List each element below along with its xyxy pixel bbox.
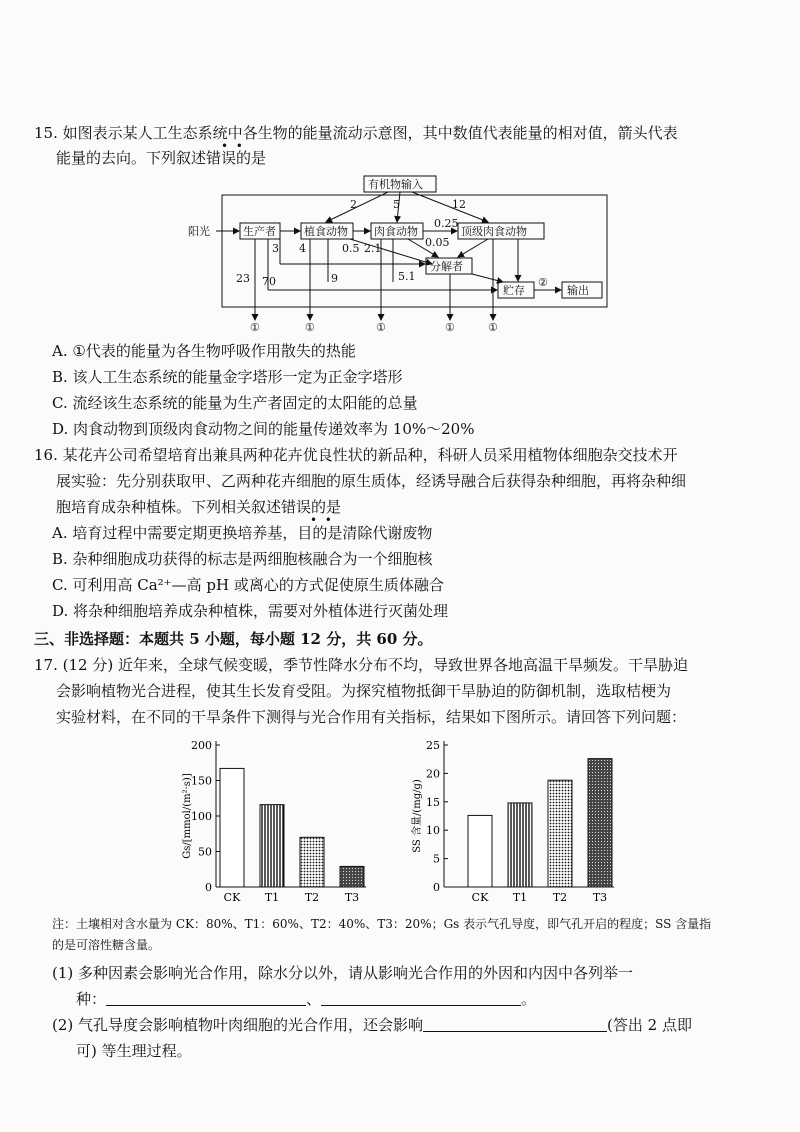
y-axis-label: Gs/[mmol/(m²·s)]: [182, 773, 193, 859]
bar-T1: [260, 805, 284, 887]
q15-option-d: D. 肉食动物到顶级肉食动物之间的能量传递效率为 10%～20%: [52, 420, 475, 438]
q15-option-b: B. 该人工生态系统的能量金字塔形一定为正金字塔形: [52, 368, 403, 386]
circle-2: ②: [538, 276, 548, 289]
answer-blank-3[interactable]: [423, 1017, 607, 1032]
q17-stem-line1: 17. (12 分) 近年来，全球气候变暖，季节性降水分布不均，导致世界各地高温干旱频发。干旱胁迫: [34, 656, 688, 674]
x-tick-label: CK: [471, 891, 489, 904]
x-tick-label: T3: [592, 891, 608, 904]
q15-option-c: C. 流经该生态系统的能量为生产者固定的太阳能的总量: [52, 394, 418, 412]
bar-T2: [548, 780, 572, 887]
x-tick-label: T2: [552, 891, 568, 904]
q16-stem-line2: 展实验：先分别获取甲、乙两种花卉细胞的原生质体，经诱导融合后获得杂种细胞，再将杂种细: [56, 472, 687, 490]
bar-T2: [300, 837, 324, 887]
y-tick-label: 200: [191, 739, 212, 752]
section-heading: 三、非选择题：本题共 5 小题，每小题 12 分，共 60 分。: [34, 630, 433, 648]
emphasis-dots: • •: [310, 513, 332, 527]
sub2-prefix: (2) 气孔导度会影响植物叶肉细胞的光合作用，还会影响: [52, 1016, 424, 1034]
q15-stem-line2: 能量的去向。下列叙述错误的是: [56, 149, 267, 167]
value-0.25: 0.25: [434, 217, 459, 230]
q16-option-b: B. 杂种细胞成功获得的标志是两细胞核融合为一个细胞核: [52, 550, 433, 568]
q15-stem-line1: 15. 如图表示某人工生态系统中各生物的能量流动示意图，其中数值代表能量的相对值，箭头代表: [34, 124, 678, 142]
q17-sub2-line2: 可) 等生理过程。: [76, 1042, 192, 1060]
y-tick-label: 150: [191, 774, 212, 788]
storage-label: 贮存: [503, 284, 525, 297]
y-tick-label: 10: [426, 824, 440, 838]
value-2.1: 2.1: [364, 242, 382, 255]
value-2: 2: [350, 198, 357, 211]
herbivore-label: 植食动物: [304, 225, 348, 238]
value-5: 5: [393, 198, 400, 211]
sub1-separator: 、: [306, 990, 322, 1008]
note-line2: 的是可溶性糖含量。: [52, 938, 161, 952]
value-9: 9: [331, 272, 338, 285]
value-0.5: 0.5: [342, 242, 360, 255]
y-tick-label: 25: [426, 739, 440, 752]
top-carnivore-label: 顶级肉食动物: [461, 225, 527, 238]
value-12: 12: [452, 198, 466, 211]
y-tick-label: 15: [426, 795, 440, 809]
q16-stem-line1: 16. 某花卉公司希望培育出兼具两种花卉优良性状的新品种，科研人员采用植物体细胞杂交技术开: [34, 446, 678, 464]
value-23: 23: [236, 272, 250, 285]
value-4: 4: [299, 242, 306, 255]
circle-1: ①: [445, 321, 455, 334]
sun-label: 阳光: [188, 225, 210, 238]
gs-bar-chart: [180, 735, 380, 915]
q17-sub1-line1: (1) 多种因素会影响光合作用，除水分以外，请从影响光合作用的外因和内因中各列举一: [52, 964, 634, 982]
circle-1: ①: [305, 321, 315, 334]
x-tick-label: T2: [304, 891, 320, 904]
answer-blank-2[interactable]: [321, 991, 521, 1006]
producer-label: 生产者: [243, 225, 276, 238]
q15-option-a: A. ①代表的能量为各生物呼吸作用散失的热能: [52, 342, 356, 360]
value-3: 3: [272, 242, 279, 255]
sub1-prefix: 种：: [76, 990, 107, 1008]
x-tick-label: T1: [512, 891, 528, 904]
y-tick-label: 100: [191, 810, 212, 823]
q16-option-d: D. 将杂种细胞培养成杂种植株，需要对外植体进行灭菌处理: [52, 602, 449, 620]
q17-sub1-line2: [76, 990, 536, 1009]
value-70: 70: [262, 275, 276, 288]
q17-stem-line3: 实验材料，在不同的干旱条件下测得与光合作用有关指标，结果如下图所示。请回答下列问题：: [56, 708, 687, 726]
output-label: 输出: [567, 284, 589, 297]
x-tick-label: T3: [344, 891, 360, 904]
y-axis-label: SS 含量/(mg/g): [412, 779, 423, 853]
sub1-end: 。: [521, 990, 537, 1008]
circle-1: ①: [488, 321, 498, 334]
y-tick-label: 50: [198, 845, 212, 859]
answer-blank-1[interactable]: [106, 991, 306, 1006]
bar-T1: [508, 803, 532, 887]
bar-T3: [588, 759, 612, 887]
q16-stem-line3: 胞培育成杂种植株。下列相关叙述错误的是: [56, 498, 342, 516]
organic-input-label: 有机物输入: [368, 178, 423, 191]
decomposer-label: 分解者: [430, 260, 463, 273]
q16-option-c: C. 可利用高 Ca²⁺—高 pH 或离心的方式促使原生质体融合: [52, 576, 444, 594]
q17-sub2-line1: [52, 1016, 692, 1035]
y-tick-label: 0: [433, 881, 440, 894]
q17-stem-line2: 会影响植物光合进程，使其生长发育受阻。为探究植物抵御干旱胁迫的防御机制，选取桔梗为: [56, 682, 672, 700]
value-0.05: 0.05: [425, 236, 450, 249]
y-tick-label: 20: [426, 767, 440, 781]
circle-1: ①: [376, 321, 386, 334]
x-tick-label: T1: [264, 891, 280, 904]
x-tick-label: CK: [223, 891, 241, 904]
energy-flow-diagram: [188, 170, 628, 335]
circle-1: ①: [250, 321, 260, 334]
note-line1: 注：土壤相对含水量为 CK：80%、T1：60%、T2：40%、T3：20%；Gs 表示气孔导度，即气孔开启的程度；SS 含量指: [52, 917, 712, 931]
y-tick-label: 5: [433, 852, 440, 866]
bar-CK: [220, 768, 244, 887]
sub2-suffix: (答出 2 点即: [607, 1016, 692, 1034]
bar-T3: [340, 866, 364, 887]
ss-bar-chart: [408, 735, 628, 915]
carnivore-label: 肉食动物: [374, 225, 418, 238]
bar-CK: [468, 815, 492, 887]
y-tick-label: 0: [205, 881, 212, 894]
q16-option-a: A. 培育过程中需要定期更换培养基，目的是清除代谢废物: [52, 524, 433, 542]
value-5.1: 5.1: [398, 270, 416, 283]
emphasis-dots: • •: [221, 139, 243, 153]
